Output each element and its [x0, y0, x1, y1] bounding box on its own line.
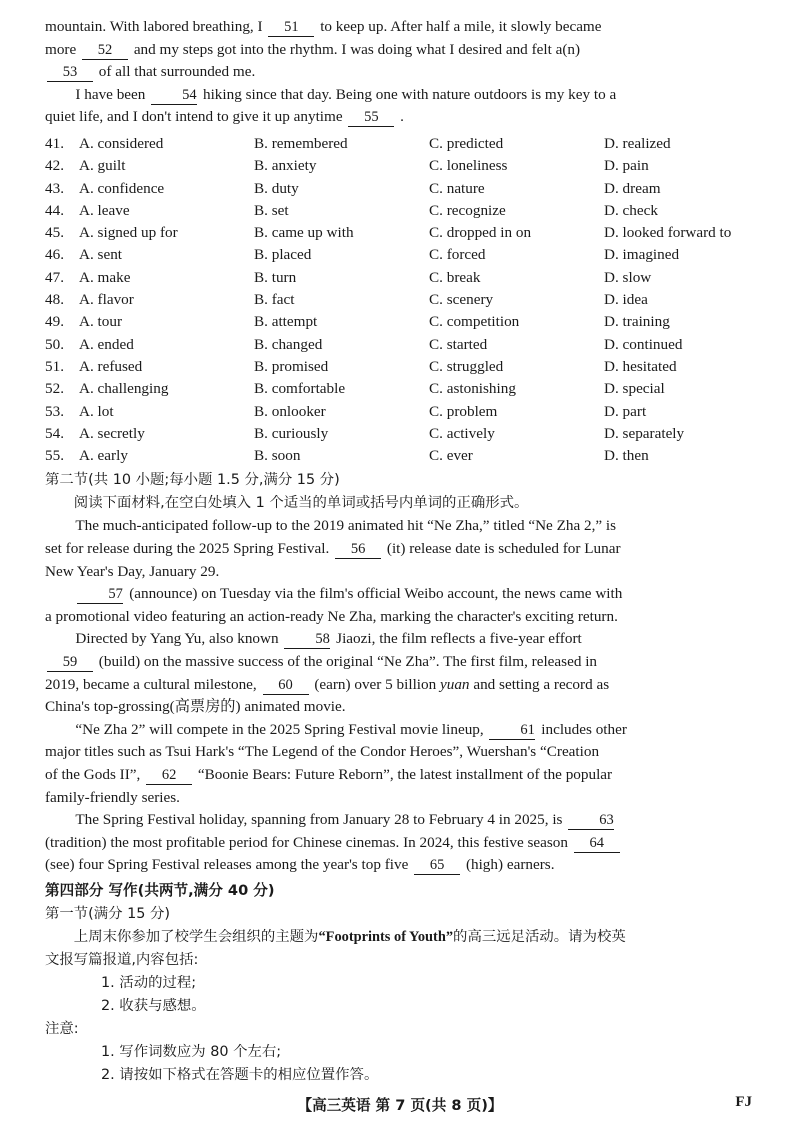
- section-two: [45, 469, 758, 877]
- option-a[interactable]: A. leave: [79, 201, 130, 219]
- cloze-options-list: [45, 133, 758, 467]
- passage-text: and my steps got into the rhythm. I was doing what I desired and felt a(n): [133, 40, 581, 58]
- question-number: 53.: [45, 402, 64, 420]
- passage-line-1: [45, 16, 758, 39]
- passage-text: major titles such as Tsui Hark's “The Legend of the Condor Heroes”, Wuershan's “Creation: [45, 743, 600, 761]
- option-b[interactable]: B. soon: [254, 447, 301, 465]
- option-d[interactable]: D. then: [604, 447, 649, 465]
- option-b[interactable]: B. remembered: [254, 134, 348, 152]
- passage-continuation: [45, 16, 758, 129]
- cloze-option-row: [45, 356, 758, 378]
- passage-text: set for release during the 2025 Spring Festival.: [45, 540, 330, 558]
- option-b[interactable]: B. turn: [254, 268, 297, 286]
- blank-51[interactable]: 51: [268, 19, 314, 37]
- option-a[interactable]: A. confidence: [79, 179, 165, 197]
- passage-text: (high) earners.: [465, 856, 555, 874]
- option-b[interactable]: B. changed: [254, 335, 323, 353]
- option-c[interactable]: C. started: [429, 335, 488, 353]
- question-number: 52.: [45, 380, 64, 398]
- option-d[interactable]: D. continued: [604, 335, 683, 353]
- passage-text: I have been: [75, 85, 146, 103]
- passage-text: of all that surrounded me.: [98, 63, 256, 81]
- passage-text: more: [45, 40, 77, 58]
- passage-text: to keep up. After half a mile, it slowly became: [320, 18, 602, 35]
- blank-59[interactable]: 59: [47, 654, 93, 672]
- option-c[interactable]: C. scenery: [429, 291, 494, 309]
- option-a[interactable]: A. lot: [79, 402, 114, 420]
- question-number: 46.: [45, 246, 64, 264]
- nezha-paragraph-5: [45, 809, 758, 832]
- question-number: 55.: [45, 447, 64, 465]
- passage-text: The Spring Festival holiday, spanning from January 28 to February 4 in 2025, is: [75, 811, 563, 829]
- option-b[interactable]: B. attempt: [254, 313, 318, 331]
- option-a[interactable]: A. early: [79, 447, 128, 465]
- question-number: 51.: [45, 357, 64, 375]
- question-number: 47.: [45, 268, 64, 286]
- part-four-heading: [45, 879, 758, 903]
- option-c[interactable]: C. recognize: [429, 201, 506, 219]
- passage-text: of the Gods II”,: [45, 765, 141, 783]
- passage-text: The much-anticipated follow-up to the 2019 animated hit “Ne Zha,” titled “Ne Zha 2,” is: [75, 517, 617, 535]
- passage-text: Jiaozi, the film reflects a five-year effort: [336, 630, 582, 648]
- option-b[interactable]: B. came up with: [254, 224, 354, 242]
- blank-61[interactable]: 61: [489, 722, 535, 740]
- option-b[interactable]: B. curiously: [254, 424, 329, 442]
- passage-text: (earn) over 5 billion: [314, 675, 437, 693]
- blank-58[interactable]: 58: [284, 631, 330, 649]
- option-d[interactable]: D. realized: [604, 134, 671, 152]
- passage-text: hiking since that day. Being one with nature outdoors is my key to a: [202, 85, 617, 103]
- option-a[interactable]: A. challenging: [79, 380, 169, 398]
- option-a[interactable]: A. refused: [79, 357, 143, 375]
- option-d[interactable]: D. part: [604, 402, 647, 420]
- blank-62[interactable]: 62: [146, 767, 192, 785]
- cloze-option-row: [45, 334, 758, 356]
- passage-text: “Boonie Bears: Future Reborn”, the latest installment of the popular: [197, 765, 613, 783]
- nezha-paragraph-3-cont2: [45, 674, 758, 697]
- writing-prompt-line-1: [45, 926, 758, 949]
- passage-text: quiet life, and I don't intend to give it up anytime: [45, 108, 343, 126]
- option-b[interactable]: B. anxiety: [254, 157, 317, 175]
- cloze-option-row: [45, 445, 758, 467]
- question-number: 41.: [45, 134, 64, 152]
- option-a[interactable]: A. make: [79, 268, 131, 286]
- cloze-option-row: [45, 423, 758, 445]
- option-a[interactable]: A. guilt: [79, 157, 126, 175]
- nezha-paragraph-1-cont: [45, 538, 758, 561]
- blank-54[interactable]: 54: [151, 87, 197, 105]
- option-a[interactable]: A. signed up for: [79, 224, 178, 242]
- nezha-paragraph-4-cont: [45, 741, 758, 764]
- blank-63[interactable]: 63: [568, 812, 614, 830]
- option-c[interactable]: C. problem: [429, 402, 498, 420]
- option-d[interactable]: D. pain: [604, 157, 649, 175]
- nezha-paragraph-2-cont: [45, 606, 758, 629]
- option-b[interactable]: B. placed: [254, 246, 312, 264]
- passage-text: includes other: [541, 720, 627, 738]
- part-four-section-one: 第一节(满分 15 分): [45, 905, 171, 922]
- option-b[interactable]: B. promised: [254, 357, 329, 375]
- passage-text: China's top-grossing(高票房的) animated movie.: [45, 698, 346, 716]
- notice-label: 注意:: [45, 1020, 79, 1037]
- cloze-option-row: [45, 200, 758, 222]
- question-number: 45.: [45, 224, 64, 242]
- question-number: 49.: [45, 313, 64, 331]
- nezha-paragraph-4-cont3: [45, 787, 758, 810]
- prompt-text: 的高三远足活动。请为校英: [453, 928, 626, 945]
- prompt-theme: “Footprints of Youth”: [318, 928, 454, 945]
- blank-57[interactable]: 57: [77, 586, 123, 604]
- notice-item-2: 2. 请按如下格式在答题卡的相应位置作答。: [101, 1066, 379, 1083]
- passage-text: (tradition) the most profitable period for Chinese cinemas. In 2024, this festive season: [45, 833, 568, 851]
- nezha-paragraph-1-cont2: [45, 561, 758, 584]
- passage-text: and setting a record as: [473, 675, 610, 693]
- option-c[interactable]: C. dropped in on: [429, 224, 532, 242]
- cloze-option-row: [45, 133, 758, 155]
- question-number: 48.: [45, 291, 64, 309]
- option-a[interactable]: A. flavor: [79, 291, 134, 309]
- passage-text: New Year's Day, January 29.: [45, 562, 220, 580]
- writing-prompt-line-2: 文报写篇报道,内容包括:: [45, 951, 199, 968]
- cloze-option-row: [45, 155, 758, 177]
- blank-56[interactable]: 56: [335, 541, 381, 559]
- option-a[interactable]: A. sent: [79, 246, 123, 264]
- option-b[interactable]: B. onlooker: [254, 402, 326, 420]
- option-a[interactable]: A. ended: [79, 335, 134, 353]
- footer-center-label: 【高三英语 第 7 页(共 8 页)】: [297, 1097, 503, 1114]
- cloze-option-row: [45, 311, 758, 333]
- cloze-option-row: [45, 267, 758, 289]
- option-c[interactable]: C. forced: [429, 246, 486, 264]
- blank-53[interactable]: 53: [47, 64, 93, 82]
- writing-item-1: 1. 活动的过程;: [101, 974, 197, 991]
- part-four-title: 第四部分 写作: [45, 881, 138, 899]
- passage-text: (announce) on Tuesday via the film's official Weibo account, the news came with: [129, 585, 623, 603]
- cloze-option-row: [45, 244, 758, 266]
- cloze-option-row: [45, 222, 758, 244]
- option-c[interactable]: C. actively: [429, 424, 495, 442]
- passage-text: mountain. With labored breathing, I: [45, 18, 263, 35]
- blank-55[interactable]: 55: [348, 109, 394, 127]
- passage-text: (build) on the massive success of the original “Ne Zha”. The first film, released in: [98, 652, 598, 670]
- question-number: 54.: [45, 424, 64, 442]
- option-c[interactable]: C. ever: [429, 447, 473, 465]
- passage-line-2: [45, 39, 758, 62]
- option-c[interactable]: C. competition: [429, 313, 520, 331]
- question-number: 44.: [45, 201, 64, 219]
- italic-term: yuan: [440, 675, 470, 693]
- passage-text: family-friendly series.: [45, 788, 180, 806]
- notice-item-1: 1. 写作词数应为 80 个左右;: [101, 1043, 282, 1060]
- passage-text: “Ne Zha 2” will compete in the 2025 Spring Festival movie lineup,: [75, 720, 484, 738]
- passage-line-4: [45, 84, 758, 107]
- option-d[interactable]: D. special: [604, 380, 665, 398]
- writing-item-2: 2. 收获与感想。: [101, 997, 206, 1014]
- passage-text: .: [400, 108, 404, 126]
- option-c[interactable]: C. struggled: [429, 357, 504, 375]
- option-c[interactable]: C. nature: [429, 179, 485, 197]
- option-d[interactable]: D. slow: [604, 268, 652, 286]
- section-two-heading: 第二节(共 10 小题;每小题 1.5 分,满分 15 分): [45, 472, 340, 489]
- option-d[interactable]: D. dream: [604, 179, 661, 197]
- passage-line-5: [45, 106, 758, 129]
- nezha-paragraph-5-cont2: [45, 854, 758, 877]
- passage-text: Directed by Yang Yu, also known: [75, 630, 279, 648]
- page-footer: [0, 1094, 800, 1116]
- question-number: 43.: [45, 179, 64, 197]
- nezha-paragraph-4: [45, 719, 758, 742]
- prompt-text: 上周末你参加了校学生会组织的主题为: [73, 928, 319, 945]
- blank-60[interactable]: 60: [263, 677, 309, 695]
- option-d[interactable]: D. imagined: [604, 246, 680, 264]
- option-b[interactable]: B. set: [254, 201, 289, 219]
- option-d[interactable]: D. check: [604, 201, 658, 219]
- blank-65[interactable]: 65: [414, 857, 460, 875]
- option-b[interactable]: B. comfortable: [254, 380, 346, 398]
- option-a[interactable]: A. tour: [79, 313, 123, 331]
- option-b[interactable]: B. duty: [254, 179, 299, 197]
- footer-region-code: FJ: [735, 1094, 752, 1110]
- option-c[interactable]: C. loneliness: [429, 157, 508, 175]
- nezha-paragraph-2: [45, 583, 758, 606]
- passage-text: (it) release date is scheduled for Lunar: [386, 540, 621, 558]
- passage-line-3: [45, 61, 758, 84]
- option-a[interactable]: A. considered: [79, 134, 164, 152]
- option-d[interactable]: D. training: [604, 313, 670, 331]
- option-c[interactable]: C. predicted: [429, 134, 504, 152]
- part-four-writing: [45, 879, 758, 1087]
- cloze-option-row: [45, 401, 758, 423]
- nezha-paragraph-1: [45, 515, 758, 538]
- option-b[interactable]: B. fact: [254, 291, 295, 309]
- cloze-option-row: [45, 378, 758, 400]
- passage-text: a promotional video featuring an action-ready Ne Zha, marking the character's exciting return.: [45, 607, 618, 625]
- option-d[interactable]: D. separately: [604, 424, 685, 442]
- nezha-paragraph-3-cont: [45, 651, 758, 674]
- nezha-paragraph-3-cont3: [45, 696, 758, 719]
- option-d[interactable]: D. idea: [604, 291, 648, 309]
- option-a[interactable]: A. secretly: [79, 424, 145, 442]
- blank-52[interactable]: 52: [82, 42, 128, 60]
- part-four-subtitle: (共两节,满分 40 分): [137, 881, 275, 899]
- option-c[interactable]: C. astonishing: [429, 380, 516, 398]
- option-d[interactable]: D. hesitated: [604, 357, 677, 375]
- passage-text: (see) four Spring Festival releases among the year's top five: [45, 856, 409, 874]
- question-number: 50.: [45, 335, 64, 353]
- option-d[interactable]: D. looked forward to: [604, 224, 732, 242]
- blank-64[interactable]: 64: [574, 835, 620, 853]
- question-number: 42.: [45, 157, 64, 175]
- nezha-paragraph-4-cont2: [45, 764, 758, 787]
- nezha-paragraph-3: [45, 628, 758, 651]
- section-two-instruction: 阅读下面材料,在空白处填入 1 个适当的单词或括号内单词的正确形式。: [73, 495, 529, 512]
- option-c[interactable]: C. break: [429, 268, 481, 286]
- cloze-option-row: [45, 289, 758, 311]
- cloze-option-row: [45, 178, 758, 200]
- nezha-paragraph-5-cont: [45, 832, 758, 855]
- passage-text: 2019, became a cultural milestone,: [45, 675, 257, 693]
